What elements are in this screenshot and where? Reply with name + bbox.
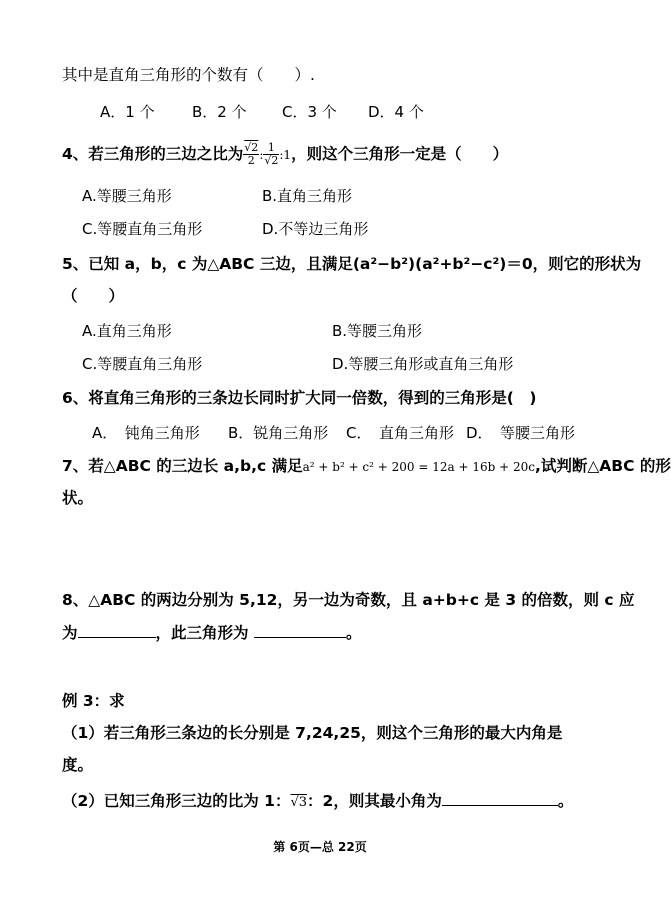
- q3-option-b: B．2 个: [192, 103, 247, 121]
- q8-mid: ，此三角形为: [155, 624, 249, 642]
- q4-option-a: A.等腰三角形: [82, 187, 172, 205]
- ex2-blank[interactable]: [442, 790, 558, 806]
- q7-expr: a² + b² + c² + 200 = 12a + 16b + 20c: [302, 460, 535, 474]
- q4-frac2: [263, 142, 279, 167]
- q5-question: [62, 253, 641, 275]
- ex2-question: [62, 790, 573, 814]
- q8-blank-type[interactable]: [254, 622, 346, 638]
- q4-option-d: D.不等边三角形: [262, 220, 369, 238]
- q5-expr: (a²−b²)(a²+b²−c²)＝0: [352, 255, 533, 273]
- q7-pre: 7、若△ABC 的三边长 a,b,c 满足: [62, 457, 303, 475]
- q4-option-c: C.等腰直角三角形: [82, 220, 203, 238]
- q8-end: 。: [345, 624, 362, 642]
- q5-post: ，则它的形状为: [532, 255, 642, 273]
- q4-colon: :: [259, 148, 264, 162]
- q8-line2: [62, 622, 361, 644]
- q5-option-a: A.直角三角形: [82, 322, 172, 340]
- ex2-mid: ：2，则其最小角为: [307, 792, 442, 810]
- q4-frac1: [243, 142, 259, 167]
- example-title: 例 3：求: [62, 692, 125, 710]
- q5-line2: （ ）: [62, 287, 125, 305]
- q4-frac1-num: √2: [244, 141, 259, 154]
- q4-frac1-den: 2: [247, 154, 255, 167]
- q3-tail: 其中是直角三角形的个数有（ ）.: [62, 66, 315, 84]
- q5-pre: 5、已知 a，b，c 为△ABC 三边，且满足: [62, 255, 353, 273]
- q7-line2: 状。: [62, 489, 94, 507]
- q4-frac2-den: √2: [264, 154, 279, 167]
- ex2-sqrt: √3: [290, 795, 308, 810]
- q6-option-d: D． 等腰三角形: [466, 424, 576, 442]
- q4-option-b: B.直角三角形: [262, 187, 353, 205]
- q6-question: 6、将直角三角形的三条边长同时扩大同一倍数，得到的三角形是( ): [62, 389, 537, 407]
- ex2-end: 。: [557, 792, 574, 810]
- ex1-line2: 度。: [62, 756, 94, 774]
- q5-option-d: D.等腰三角形或直角三角形: [332, 355, 514, 373]
- q5-option-c: C.等腰直角三角形: [82, 355, 203, 373]
- q4-post: ，则这个三角形一定是（ ）: [291, 145, 509, 163]
- q6-option-c: C． 直角三角形: [346, 424, 454, 442]
- q3-option-d: D．4 个: [368, 103, 424, 121]
- q5-option-b: B.等腰三角形: [332, 322, 423, 340]
- q3-option-c: C．3 个: [282, 103, 337, 121]
- ex2-pre: （2）已知三角形三边的比为 1：: [62, 792, 291, 810]
- q8-blank-c[interactable]: [78, 622, 156, 638]
- q4-frac2-num: 1: [263, 142, 279, 155]
- q6-option-a: A． 钝角三角形: [92, 424, 200, 442]
- q8-pre: 为: [62, 624, 78, 642]
- q4-ratio-tail: :1: [279, 148, 292, 162]
- q7-question: [62, 455, 671, 478]
- ex1-line1: （1）若三角形三条边的长分别是 7,24,25，则这个三角形的最大内角是: [62, 724, 563, 742]
- q6-option-b: B．锐角三角形: [228, 424, 329, 442]
- q7-post: ,试判断△ABC 的形: [534, 457, 671, 475]
- q4-question: [62, 142, 508, 167]
- q8-line1: 8、△ABC 的两边分别为 5,12，另一边为奇数，且 a+b+c 是 3 的倍数，则 c 应: [62, 591, 635, 609]
- page-footer: 第 6页—总 22页: [273, 840, 367, 854]
- q3-option-a: A．1 个: [100, 103, 155, 121]
- q4-pre: 4、若三角形的三边之比为: [62, 145, 244, 163]
